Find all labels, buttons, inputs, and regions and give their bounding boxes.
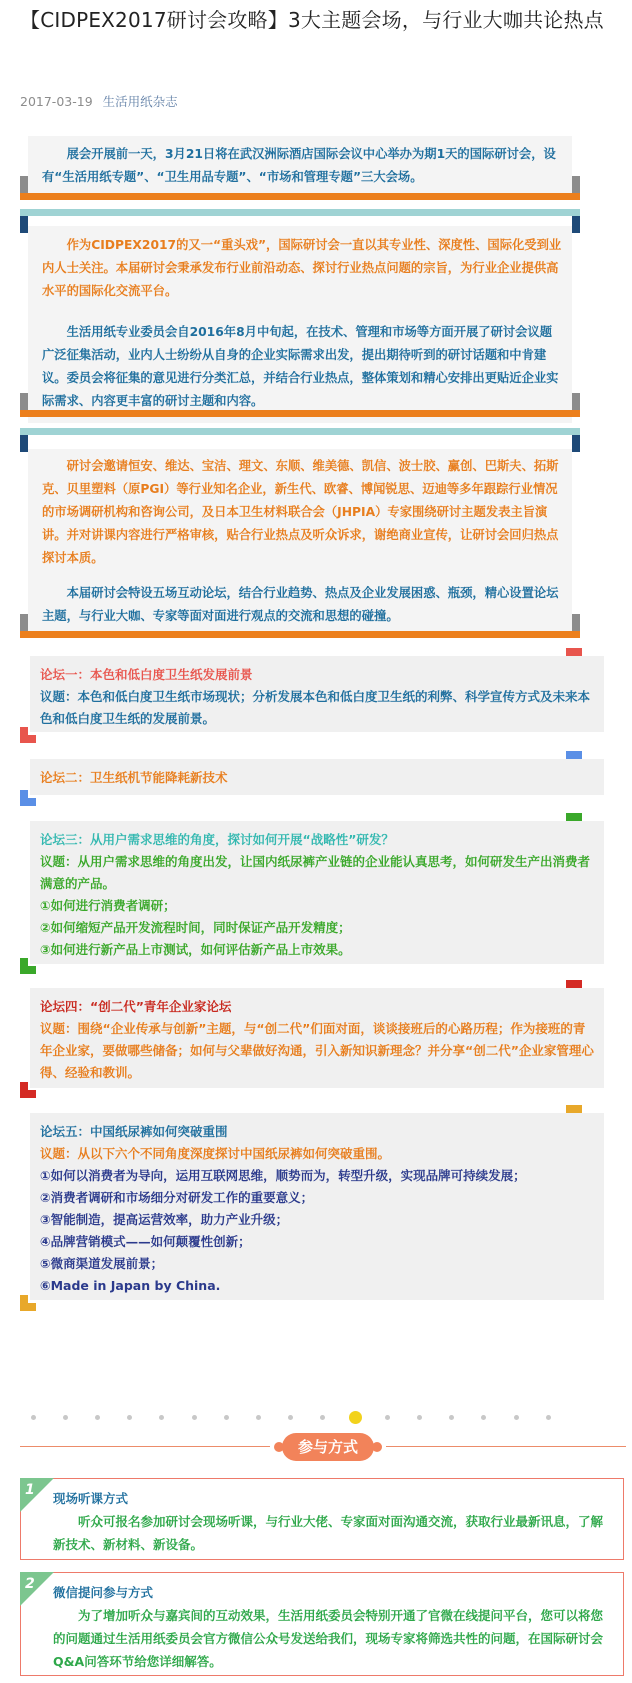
carousel-dot[interactable]	[385, 1415, 390, 1420]
publish-date: 2017-03-19	[20, 94, 93, 109]
forum-5-item: ⑤微商渠道发展前景；	[40, 1256, 164, 1271]
carousel-dot[interactable]	[192, 1415, 197, 1420]
carousel-dot[interactable]	[546, 1415, 551, 1420]
carousel-dot[interactable]	[159, 1415, 164, 1420]
frame-corner-right	[572, 393, 580, 410]
carousel-dot[interactable]	[449, 1415, 454, 1420]
intro-p3-text: 生活用纸专业委员会自2016年8月中旬起，在技术、管理和市场等方面开展了研讨会议题广泛征集活动，业内人士纷纷从自身的企业实际需求出发，提出期待听到的研讨话题和中肯建议。委员会将征集的意见进行分类汇总，并结合行业热点，整体策划和精心安排出更贴近企业实际需求、内容更丰富的研讨主题和内容。	[42, 325, 559, 408]
intro-paragraph-4	[28, 449, 572, 580]
forum-3-item: ③如何进行新产品上市测试，如何评估新产品上市效果。	[40, 942, 351, 957]
carousel-dot[interactable]	[31, 1415, 36, 1420]
divider-bar	[20, 209, 580, 216]
divider-bar	[20, 410, 580, 417]
method-title: 微信提问参与方式	[53, 1585, 154, 1600]
corner-bracket-icon	[20, 790, 36, 806]
forum-1-card	[30, 656, 604, 732]
section-divider-line	[20, 1446, 270, 1447]
forum-4-topic: 议题：围绕“企业传承与创新”主题，与“创二代”们面对面，谈谈接班后的心路历程；作为接班的青年企业家，要做哪些储备；如何与父辈做好沟通，引入新知识新理念？并分享“创二代”企业家管理心得、经验和教训。	[40, 1021, 594, 1080]
frame-corner-left	[20, 393, 28, 410]
divider-bar	[20, 631, 580, 638]
forum-5-topic: 议题：从以下六个不同角度深度探讨中国纸尿裤如何突破重围。	[40, 1146, 391, 1161]
method-desc: 听众可报名参加研讨会现场听课，与行业大佬、专家面对面沟通交流，获取行业最新讯息，了解新技术、新材料、新设备。	[53, 1514, 604, 1552]
article-title: 【CIDPEX2017研讨会攻略】3大主题会场，与行业大咖共论热点	[20, 8, 604, 32]
carousel-dot[interactable]	[127, 1415, 132, 1420]
forum-5-item: ②消费者调研和市场细分对研发工作的重要意义；	[40, 1190, 314, 1205]
carousel-indicator[interactable]	[0, 1407, 632, 1427]
article-meta	[20, 92, 178, 110]
frame-corner-right	[572, 176, 580, 193]
intro-paragraph-2	[28, 226, 572, 313]
carousel-dot[interactable]	[417, 1415, 422, 1420]
divider-bar	[20, 428, 580, 435]
forum-2-card	[30, 759, 604, 795]
forum-5-card	[30, 1113, 604, 1300]
frame-corner-left	[20, 614, 28, 631]
intro-p1-text: 展会开展前一天，3月21日将在武汉洲际酒店国际会议中心举办为期1天的国际研讨会，设有“生活用纸专题”、“卫生用品专题”、“市场和管理专题”三大会场。	[42, 147, 556, 184]
corner-bracket-icon	[20, 1082, 36, 1098]
forum-3-item: ②如何缩短产品开发流程时间，同时保证产品开发精度；	[40, 920, 351, 935]
source-link[interactable]: 生活用纸杂志	[102, 94, 178, 109]
method-number: 1	[25, 1482, 35, 1498]
frame-corner-right	[572, 435, 580, 452]
frame-corner-left	[20, 435, 28, 452]
forum-2-title: 论坛二：卫生纸机节能降耗新技术	[40, 770, 228, 785]
forum-4-card	[30, 988, 604, 1088]
carousel-dot[interactable]	[256, 1415, 261, 1420]
frame-corner-right	[572, 216, 580, 233]
frame-corner-left	[20, 216, 28, 233]
forum-3-card	[30, 821, 604, 964]
divider-bar	[20, 193, 580, 200]
method-card-2	[20, 1572, 624, 1676]
forum-3-title: 论坛三：从用户需求思维的角度，探讨如何开展“战略性”研发？	[40, 832, 394, 847]
carousel-dot[interactable]	[481, 1415, 486, 1420]
forum-5-item: ①如何以消费者为导向，运用互联网思维，顺势而为，转型升级，实现品牌可持续发展；	[40, 1168, 526, 1183]
corner-bracket-icon	[20, 1295, 36, 1311]
forum-3-topic: 议题：从用户需求思维的角度出发，让国内纸尿裤产业链的企业能认真思考，如何研发生产出消费者满意的产品。	[40, 854, 591, 891]
intro-p5-text: 本届研讨会特设五场互动论坛，结合行业趋势、热点及企业发展困惑、瓶颈，精心设置论坛主题，与行业大咖、专家等面对面进行观点的交流和思想的碰撞。	[42, 586, 559, 623]
carousel-dot[interactable]	[514, 1415, 519, 1420]
carousel-dot[interactable]	[63, 1415, 68, 1420]
method-number: 2	[25, 1576, 35, 1592]
forum-5-item: ③智能制造，提高运营效率，助力产业升级；	[40, 1212, 289, 1227]
intro-p2-text: 作为CIDPEX2017的又一“重头戏”，国际研讨会一直以其专业性、深度性、国际化受到业内人士关注。本届研讨会秉承发布行业前沿动态、探讨行业热点问题的宗旨，为行业企业提供高水平的国际化交流平台。	[42, 238, 562, 298]
carousel-dot[interactable]	[288, 1415, 293, 1420]
forum-5-item: ④品牌营销模式——如何颠覆性创新；	[40, 1234, 251, 1249]
corner-bracket-icon	[20, 958, 36, 974]
intro-paragraph-3	[28, 313, 572, 423]
forum-1-topic: 议题：本色和低白度卫生纸市场现状；分析发展本色和低白度卫生纸的利弊、科学宣传方式及未来本色和低白度卫生纸的发展前景。	[40, 689, 591, 726]
forum-5-item: ⑥Made in Japan by China.	[40, 1278, 221, 1293]
carousel-dot[interactable]	[320, 1415, 325, 1420]
method-desc: 为了增加听众与嘉宾间的互动效果，生活用纸委员会特别开通了官微在线提问平台，您可以将您的问题通过生活用纸委员会官方微信公众号发送给我们，现场专家将筛选共性的问题，在国际研讨会Q&A问答环节给您详细解答。	[53, 1608, 604, 1669]
frame-corner-left	[20, 176, 28, 193]
section-divider-line	[386, 1446, 626, 1447]
join-heading: 参与方式	[282, 1433, 374, 1461]
forum-3-item: ①如何进行消费者调研；	[40, 898, 176, 913]
carousel-dot[interactable]	[224, 1415, 229, 1420]
intro-paragraph-1	[28, 136, 572, 199]
corner-bracket-icon	[20, 727, 36, 743]
forum-5-title: 论坛五：中国纸尿裤如何突破重围	[40, 1124, 228, 1139]
method-title: 现场听课方式	[53, 1491, 129, 1506]
method-card-1	[20, 1478, 624, 1560]
forum-1-title: 论坛一：本色和低白度卫生纸发展前景	[40, 667, 253, 682]
intro-p4-text: 研讨会邀请恒安、维达、宝洁、理文、东顺、维美德、凯信、波士胶、赢创、巴斯夫、拓斯克、贝里塑料（原PGI）等行业知名企业，新生代、欧睿、博闻锐思、迈迪等多年跟踪行业情况的市场调研机构和咨询公司，及日本卫生材料联合会（JHPIA）专家围绕研讨主题发表主旨演讲。并对讲课内容进行严格审核，贴合行业热点及听众诉求，谢绝商业宣传，让研讨会回归热点探讨本质。	[42, 459, 559, 565]
forum-4-title: 论坛四：“创二代”青年企业家论坛	[40, 999, 232, 1014]
frame-corner-right	[572, 614, 580, 631]
carousel-dot[interactable]	[95, 1415, 100, 1420]
carousel-dot-active[interactable]	[349, 1411, 362, 1424]
intro-paragraph-5	[28, 574, 572, 638]
